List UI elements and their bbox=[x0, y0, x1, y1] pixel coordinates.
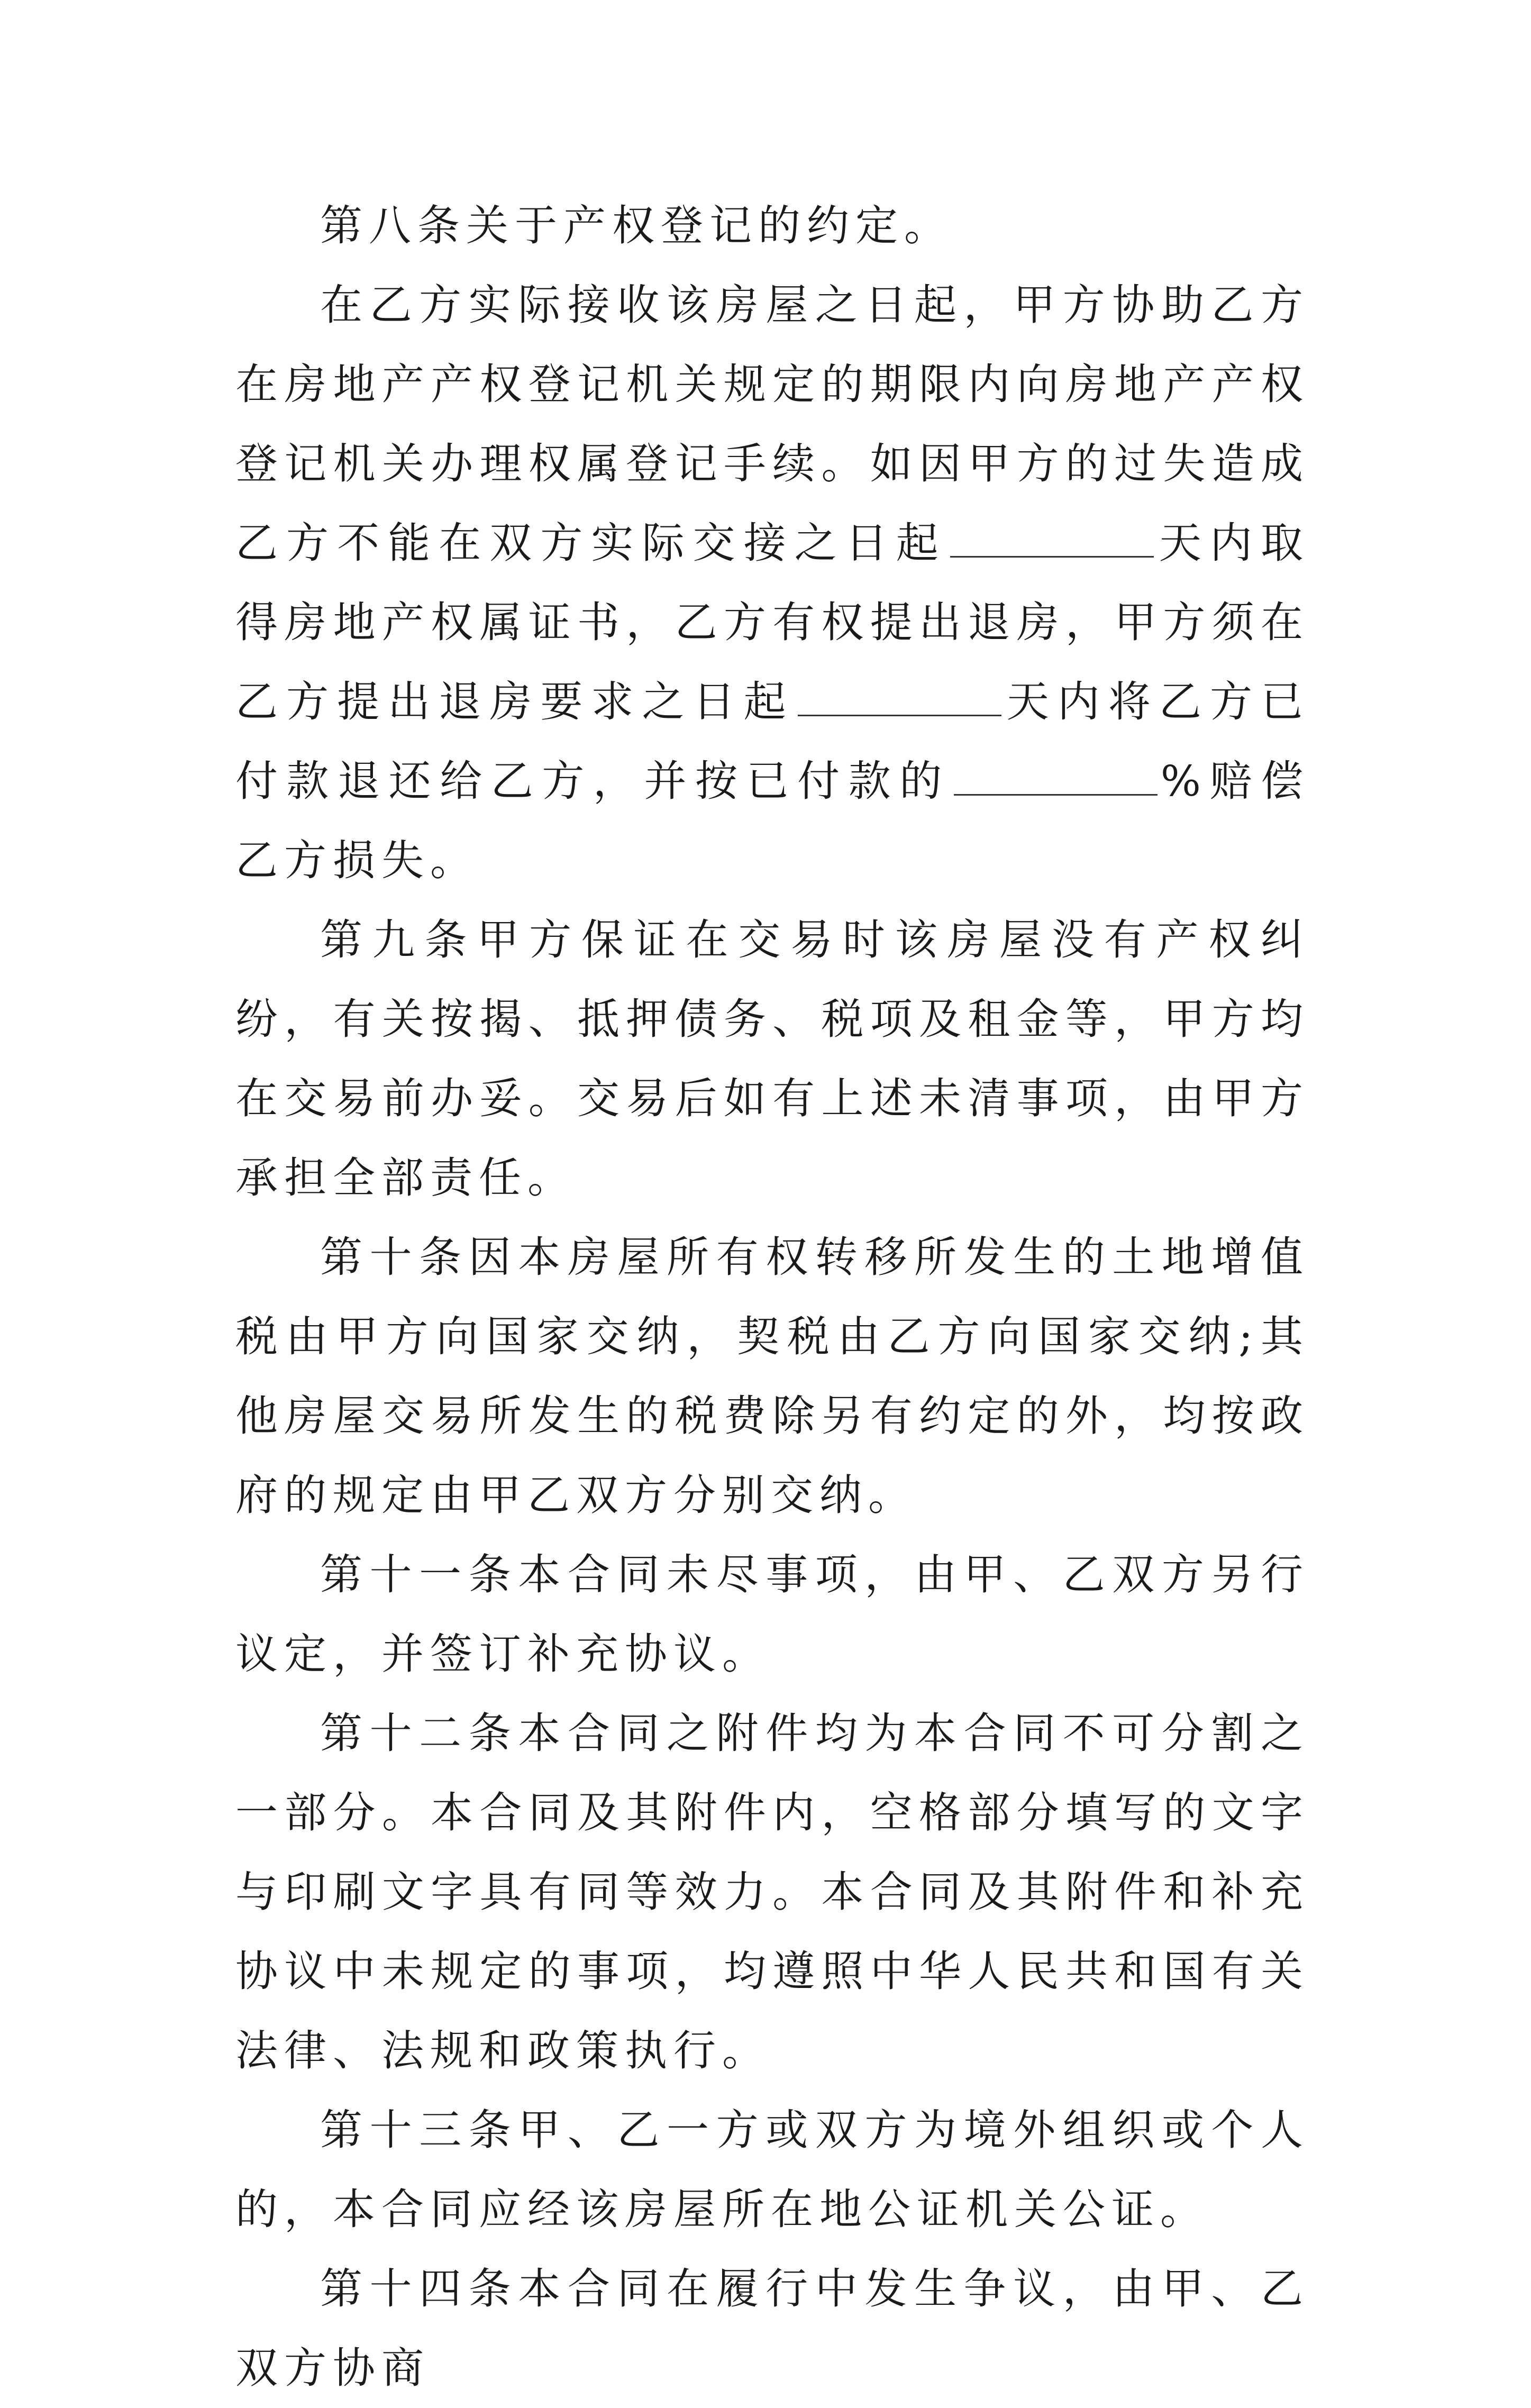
article-8-body bbox=[235, 266, 1309, 900]
article-8-text-1: 在乙方实际接收该房屋之日起，甲方协助乙方在房地产产权登记机关规定的期限内向房地产产权登记机关办理权属登记手续。如因甲方的过失造成乙方不能在双方实际交接之日起 bbox=[235, 280, 1309, 568]
article-8-title: 第八条关于产权登记的约定。 bbox=[320, 201, 953, 250]
article-9: 第九条甲方保证在交易时该房屋没有产权纠纷，有关按揭、抵押债务、税项及租金等，甲方均在交易前办妥。交易后如有上述未清事项，由甲方承担全部责任。 bbox=[235, 915, 1309, 1202]
document-page bbox=[235, 186, 1309, 2408]
article-14: 第十四条本合同在履行中发生争议，由甲、乙双方协商 bbox=[235, 2264, 1309, 2393]
article-8-text-4: %赔偿乙方损失。 bbox=[235, 756, 1310, 885]
blank-compensation-percent[interactable] bbox=[954, 757, 1158, 796]
article-10: 第十条因本房屋所有权转移所发生的土地增值税由甲方向国家交纳，契税由乙方向国家交纳;其他房屋交易所发生的税费除另有约定的外，均按政府的规定由甲乙双方分别交纳。 bbox=[235, 1233, 1309, 1520]
article-13: 第十三条甲、乙一方或双方为境外组织或个人的，本合同应经该房屋所在地公证机关公证。 bbox=[235, 2105, 1309, 2234]
blank-days-refund[interactable] bbox=[798, 678, 1001, 716]
article-12: 第十二条本合同之附件均为本合同不可分割之一部分。本合同及其附件内，空格部分填写的文字与印刷文字具有同等效力。本合同及其附件和补充协议中未规定的事项，均遵照中华人民共和国有关法律、法规和政策执行。 bbox=[235, 1709, 1309, 2075]
article-8-text-3: 天内将乙方已付款退还给乙方，并按已付款的 bbox=[235, 677, 1310, 806]
blank-days-certificate[interactable] bbox=[950, 519, 1154, 558]
article-8-text-2: 天内取得房地产权属证书，乙方有权提出退房，甲方须在乙方提出退房要求之日起 bbox=[235, 518, 1310, 726]
article-11: 第十一条本合同未尽事项，由甲、乙双方另行议定，并签订补充协议。 bbox=[235, 1550, 1309, 1679]
